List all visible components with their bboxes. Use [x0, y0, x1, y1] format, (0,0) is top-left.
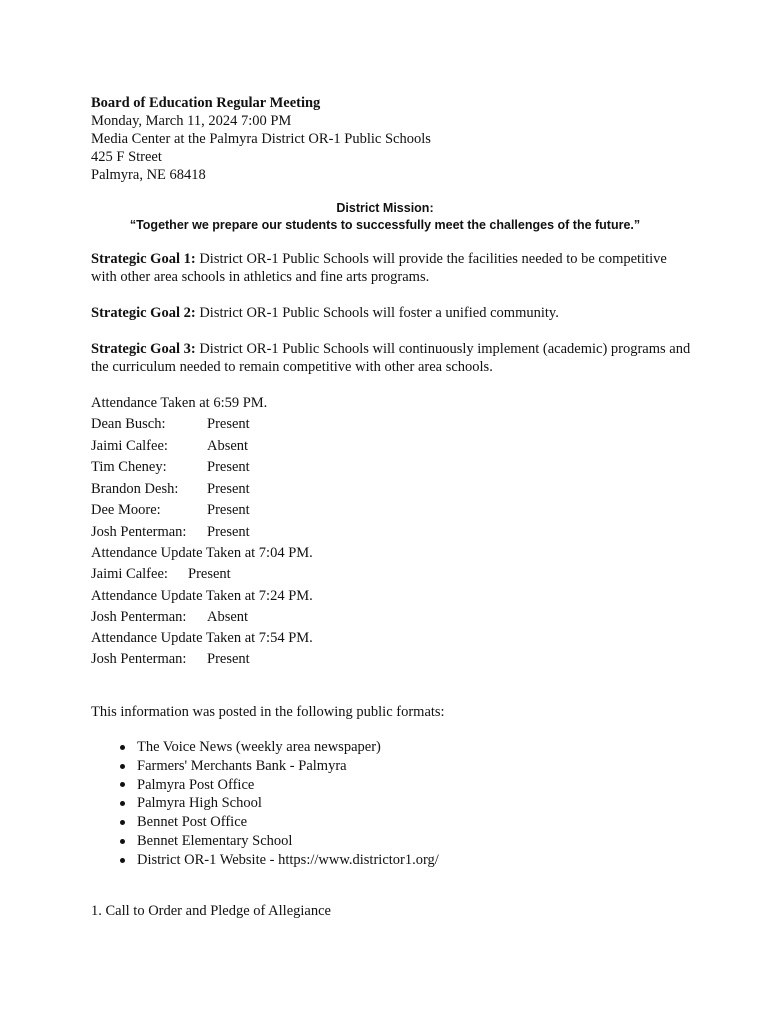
format-label: Farmers' Merchants Bank - Palmyra [137, 757, 347, 774]
list-item [118, 757, 439, 776]
format-label: Bennet Post Office [137, 814, 248, 831]
goal-label: Strategic Goal 3: [91, 341, 196, 357]
member-status: Present [207, 459, 250, 475]
meeting-location: Media Center at the Palmyra District OR-1 Public Schools [91, 131, 431, 147]
list-item [118, 813, 439, 832]
goal-text: District OR-1 Public Schools will provide the facilities needed to be competitive with other area schools in athletics and fine arts programs. [91, 251, 667, 285]
member-name: Dee Moore: [91, 502, 161, 518]
bullet-icon [120, 839, 125, 844]
member-status: Present [207, 523, 250, 540]
goal-label: Strategic Goal 2: [91, 305, 196, 321]
attendance-row [91, 522, 491, 544]
strategic-goal-3 [91, 340, 691, 376]
meeting-header [91, 94, 731, 184]
format-label: Palmyra High School [137, 795, 262, 812]
member-name: Jaimi Calfee: [91, 566, 168, 582]
attendance-update: Attendance Update Taken at 7:24 PM. [91, 587, 313, 604]
member-name: Josh Penterman: [91, 523, 187, 540]
member-status: Present [207, 651, 250, 667]
meeting-datetime: Monday, March 11, 2024 7:00 PM [91, 113, 292, 129]
list-item [118, 851, 439, 870]
attendance-row [91, 500, 491, 522]
member-status: Present [188, 566, 231, 582]
member-name: Josh Penterman: [91, 608, 187, 625]
member-name: Jaimi Calfee: [91, 437, 168, 454]
attendance-row [91, 564, 491, 586]
list-item [118, 738, 439, 757]
member-name: Dean Busch: [91, 416, 166, 432]
list-item [118, 776, 439, 795]
goal-text: District OR-1 Public Schools will continuously implement (academic) programs and the curriculum needed to remain competitive with other area schools. [91, 341, 691, 375]
agenda-item-1: 1. Call to Order and Pledge of Allegiance [91, 903, 331, 919]
attendance-update: Attendance Update Taken at 7:04 PM. [91, 545, 313, 561]
member-status: Present [207, 416, 250, 432]
attendance-update: Attendance Update Taken at 7:54 PM. [91, 630, 313, 646]
mission-label: District Mission: [336, 201, 434, 215]
meeting-city: Palmyra, NE 68418 [91, 167, 206, 183]
meeting-street: 425 F Street [91, 149, 162, 165]
strategic-goal-1 [91, 250, 691, 286]
bullet-icon [120, 782, 125, 787]
attendance-section [91, 393, 491, 671]
member-status: Present [207, 480, 250, 497]
posted-intro: This information was posted in the following public formats: [91, 704, 445, 720]
member-status: Absent [207, 608, 249, 625]
attendance-row [91, 607, 491, 629]
member-status: Present [207, 502, 250, 518]
member-status: Absent [207, 437, 249, 454]
format-label: Palmyra Post Office [137, 776, 255, 793]
bullet-icon [120, 801, 125, 806]
bullet-icon [120, 764, 125, 769]
strategic-goal-2 [91, 304, 691, 322]
attendance-taken: Attendance Taken at 6:59 PM. [91, 395, 268, 411]
attendance-row [91, 436, 491, 458]
list-item [118, 832, 439, 851]
goal-text: District OR-1 Public Schools will foster a unified community. [195, 305, 559, 321]
meeting-title: Board of Education Regular Meeting [91, 95, 321, 111]
public-formats-list [118, 738, 439, 870]
attendance-row [91, 414, 491, 436]
district-mission [60, 200, 710, 234]
bullet-icon [120, 858, 125, 863]
member-name: Tim Cheney: [91, 459, 167, 475]
format-label: District OR-1 Website - https://www.districtor1.org/ [137, 851, 439, 868]
list-item [118, 794, 439, 813]
bullet-icon [120, 745, 125, 750]
format-label: The Voice News (weekly area newspaper) [137, 739, 381, 755]
mission-text: “Together we prepare our students to successfully meet the challenges of the future.” [129, 218, 641, 232]
member-name: Josh Penterman: [91, 651, 187, 667]
format-label: Bennet Elementary School [137, 832, 293, 849]
bullet-icon [120, 820, 125, 825]
attendance-row [91, 649, 491, 671]
attendance-row [91, 457, 491, 479]
goal-label: Strategic Goal 1: [91, 251, 196, 267]
attendance-row [91, 479, 491, 501]
member-name: Brandon Desh: [91, 480, 179, 497]
